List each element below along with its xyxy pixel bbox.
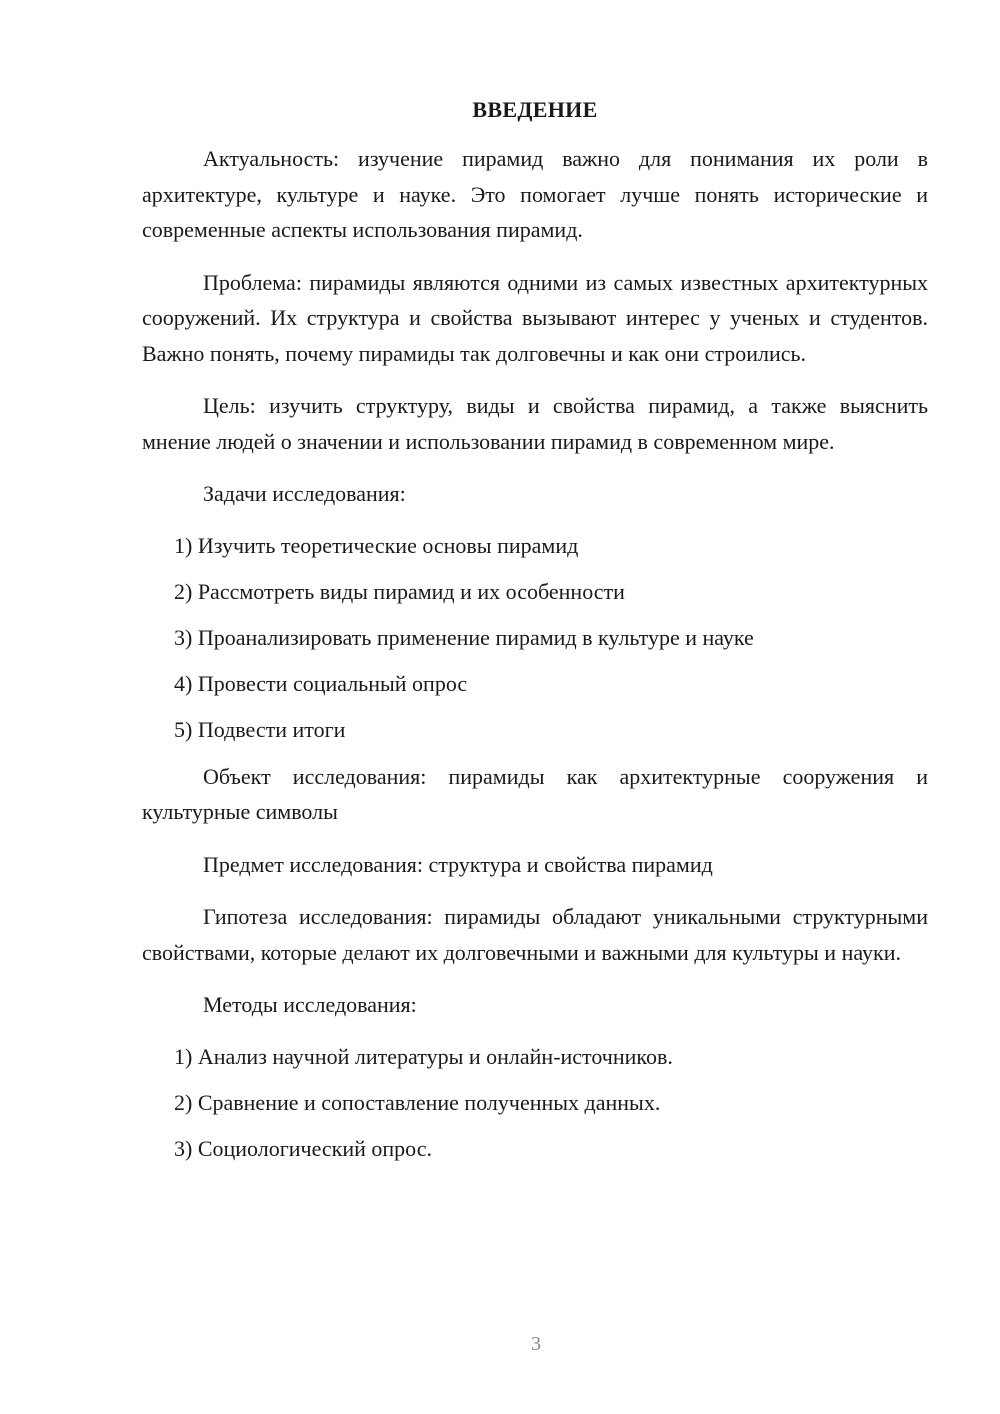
tasks-list <box>142 529 928 747</box>
object-paragraph: Объект исследования: пирамиды как архитектурные сооружения и культурные символы <box>142 763 928 824</box>
list-item: 3) Проанализировать применение пирамид в культуре и науке <box>174 624 754 650</box>
problem-paragraph: Проблема: пирамиды являются одними из самых известных архитектурных сооружений. Их структура и свойства вызывают интерес у ученых и студентов. Важно понять, почему пирамиды так долговечны и как они строились. <box>142 269 928 366</box>
relevance-paragraph: Актуальность: изучение пирамид важно для понимания их роли в архитектуре, культуре и науке. Это помогает лучше понять исторические и современные аспекты использования пирамид. <box>142 146 928 242</box>
subject-paragraph: Предмет исследования: структура и свойства пирамид <box>203 851 713 877</box>
hypothesis-paragraph: Гипотеза исследования: пирамиды обладают уникальными структурными свойствами, которые делают их долговечными и важными для культуры и науки. <box>142 904 928 965</box>
document-body <box>142 96 928 1178</box>
methods-list <box>142 1040 928 1166</box>
page-title: ВВЕДЕНИЕ <box>472 97 598 122</box>
list-item: 3) Социологический опрос. <box>174 1135 432 1161</box>
list-item: 4) Провести социальный опрос <box>174 670 468 696</box>
goal-paragraph: Цель: изучить структуру, виды и свойства пирамид, а также выяснить мнение людей о значении и использовании пирамид в современном мире. <box>142 393 928 454</box>
list-item: 1) Изучить теоретические основы пирамид <box>174 532 579 558</box>
page-number: 3 <box>531 1333 541 1355</box>
list-item: 1) Анализ научной литературы и онлайн-источников. <box>174 1043 673 1069</box>
methods-title: Методы исследования: <box>203 992 417 1017</box>
tasks-title: Задачи исследования: <box>203 481 406 506</box>
list-item: 5) Подвести итоги <box>174 716 346 742</box>
list-item: 2) Сравнение и сопоставление полученных данных. <box>174 1089 661 1115</box>
list-item: 2) Рассмотреть виды пирамид и их особенности <box>174 578 625 604</box>
